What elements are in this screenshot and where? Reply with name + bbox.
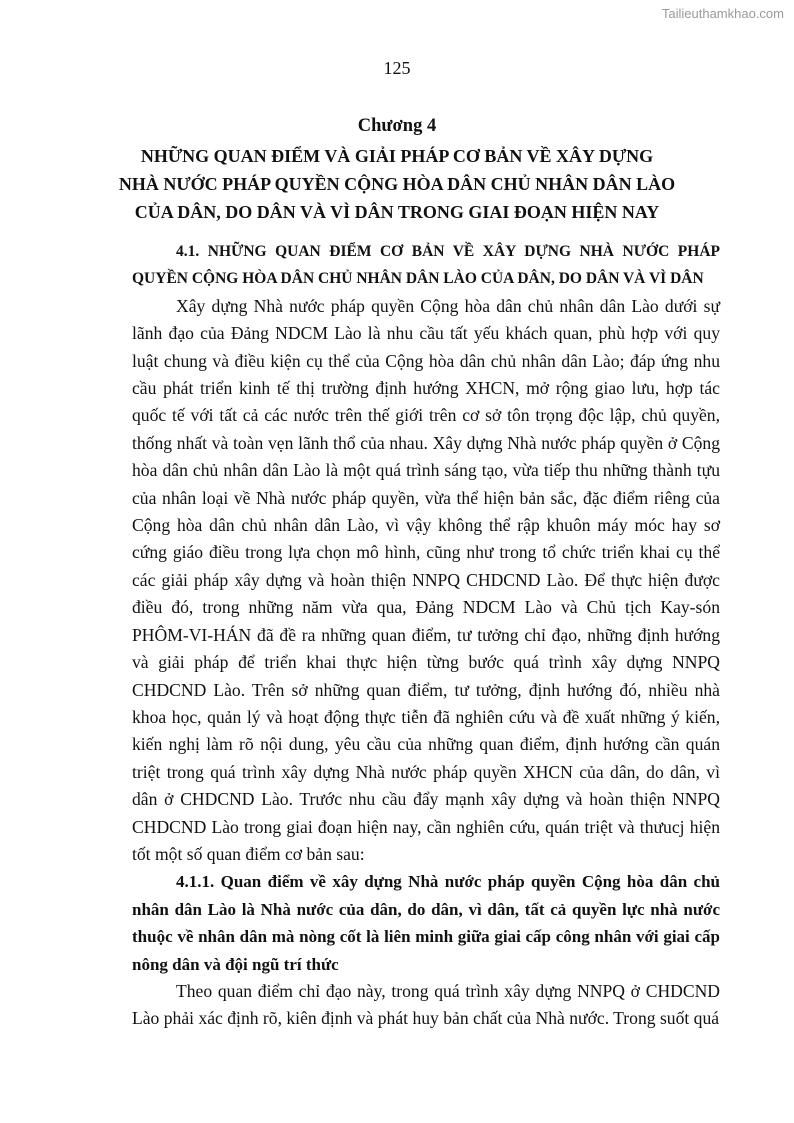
chapter-label: Chương 4 xyxy=(357,116,437,136)
chapter-title-line: NHÀ NƯỚC PHÁP QUYỀN CỘNG HÒA DÂN CHỦ NHÂN DÂN LÀO xyxy=(118,174,676,194)
chapter-title xyxy=(100,142,694,226)
subsection-heading: 4.1.1. Quan điểm về xây dựng Nhà nước pháp quyền Cộng hòa dân chủ nhân dân Lào là Nhà nước của dân, do dân, vì dân, tất cả quyền lực nhà nước thuộc về nhân dân mà nòng cốt là liên minh giữa giai cấp công nhân với giai cấp nông dân và đội ngũ trí thức xyxy=(132,872,720,974)
watermark: Tailieuthamkhao.com xyxy=(661,6,784,21)
chapter-title-line: NHỮNG QUAN ĐIỂM VÀ GIẢI PHÁP CƠ BẢN VỀ XÂY DỰNG xyxy=(140,146,654,166)
chapter-title-line: CỦA DÂN, DO DÂN VÀ VÌ DÂN TRONG GIAI ĐOẠN HIỆN NAY xyxy=(134,202,660,222)
section-heading: 4.1. NHỮNG QUAN ĐIỂM CƠ BẢN VỀ XÂY DỰNG NHÀ NƯỚC PHÁP QUYỀN CỘNG HÒA DÂN CHỦ NHÂN DÂN LÀO CỦA DÂN, DO DÂN VÀ VÌ DÂN xyxy=(132,243,720,288)
page-number: 125 xyxy=(383,58,411,78)
body-paragraph: Theo quan điểm chỉ đạo này, trong quá trình xây dựng NNPQ ở CHDCND Lào phải xác định rõ, kiên định và phát huy bản chất của Nhà nước. Trong suốt quá xyxy=(132,980,720,1029)
body-content xyxy=(132,238,720,1033)
body-paragraph: Xây dựng Nhà nước pháp quyền Cộng hòa dân chủ nhân dân Lào dưới sự lãnh đạo của Đảng NDCM Lào là nhu cầu tất yếu khách quan, phù hợp với quy luật chung và điều kiện cụ thể của Cộng hòa dân chủ nhân dân Lào; đáp ứng nhu cầu phát triển kinh tế thị trường định hướng XHCN, mở rộng giao lưu, hợp tác quốc tế với tất cả các nước trên thế giới trên cơ sở tôn trọng độc lập, chủ quyền, thống nhất và toàn vẹn lãnh thổ của nhau. Xây dựng Nhà nước pháp quyền ở Cộng hòa dân chủ nhân dân Lào là một quá trình sáng tạo, vừa tiếp thu những thành tựu của nhân loại về Nhà nước pháp quyền, vừa thể hiện bản sắc, đặc điểm riêng của Cộng hòa dân chủ nhân dân Lào, vì vậy không thể rập khuôn máy móc hay sơ cứng giáo điều trong lựa chọn mô hình, cũng như trong tổ chức triển khai cụ thể các giải pháp xây dựng và hoàn thiện NNPQ CHDCND Lào. Để thực hiện được điều đó, trong những năm vừa qua, Đảng NDCM Lào và Chủ tịch Kay-són PHÔM-VI-HÁN đã đề ra những quan điểm, tư tưởng chỉ đạo, những định hướng và giải pháp để triển khai thực hiện từng bước quá trình xây dựng NNPQ CHDCND Lào. Trên sở những quan điểm, tư tưởng, định hướng đó, nhiều nhà khoa học, quản lý và hoạt động thực tiễn đã nghiên cứu và đề xuất những ý kiến, kiến nghị làm rõ nội dung, yêu cầu của những quan điểm, định hướng cần quán triệt trong quá trình xây dựng Nhà nước pháp quyền XHCN của dân, do dân, vì dân ở CHDCND Lào. Trước nhu cầu đẩy mạnh xây dựng và hoàn thiện NNPQ CHDCND Lào trong giai đoạn hiện nay, cần nghiên cứu, quán triệt và thưucj hiện tốt một số quan điểm cơ bản sau: xyxy=(132,295,720,864)
